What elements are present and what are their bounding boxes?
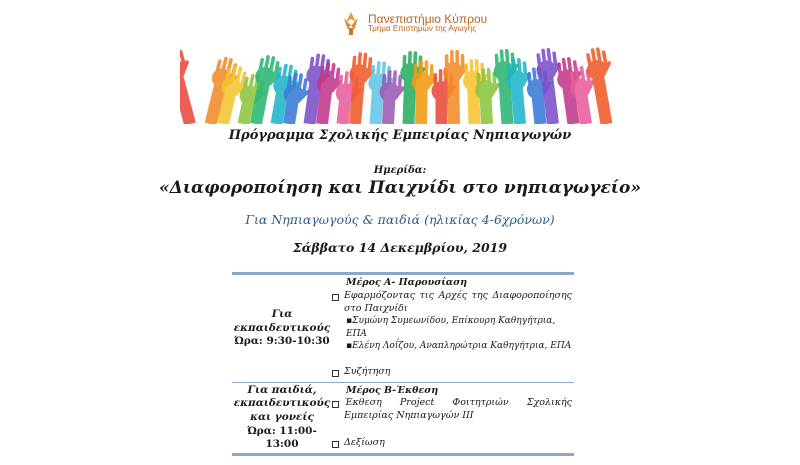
list-item <box>332 290 574 316</box>
schedule-row-part-b <box>232 382 574 453</box>
row-content-cell <box>332 383 574 453</box>
hand-shape <box>180 45 205 124</box>
university-logo <box>340 10 487 36</box>
event-kind: Ημερίδα: <box>373 165 427 176</box>
colorful-hands-illustration <box>180 38 620 124</box>
item-text: Συζήτηση <box>344 365 391 377</box>
audience-label: Για παιδιά, <box>247 383 317 396</box>
part-title: Μέρος Β-Έκθεση <box>346 384 439 396</box>
part-title: Μέρος Α- Παρουσίαση <box>346 277 468 288</box>
program-title: Πρόγραμμα Σχολικής Εμπειρίας Νηπιαγωγών <box>228 128 572 143</box>
university-emblem-icon <box>340 10 362 36</box>
schedule-table <box>232 272 574 456</box>
event-audience: Για Νηπιαγωγούς & παιδιά (ηλικίας 4-6χρόνων) <box>245 212 555 227</box>
audience-label: εκπαιδευτικούς <box>233 321 331 334</box>
list-item <box>332 366 574 379</box>
department-name: Τμήμα Επιστημών της Αγωγής <box>368 24 477 34</box>
schedule-row-part-a <box>232 275 574 382</box>
time-label: Ώρα: 11:00-13:00 <box>247 424 317 451</box>
item-text: Εφαρμόζοντας τις Αρχές της Διαφοροποίησης στο Παιχνίδι <box>344 289 572 314</box>
audience-label: και γονείς <box>250 410 314 423</box>
item-text: Δεξίωση <box>344 437 385 449</box>
time-label: Ώρα: 9:30-10:30 <box>234 335 330 348</box>
speaker-name: Συμώνη Συμεωνίδου, Επίκουρη Καθηγήτρια, ΕΠΑ <box>346 316 556 339</box>
audience-label: Για <box>271 307 293 320</box>
speaker-item: ▪Ελένη Λοΐζου, Αναπληρώτρια Καθηγήτρια, ΕΠΑ <box>346 340 572 351</box>
row-audience-cell <box>232 275 332 382</box>
row-audience-cell <box>232 383 332 453</box>
audience-label: εκπαιδευτικούς <box>233 397 331 410</box>
speaker-item: ▪Συμώνη Συμεωνίδου, Επίκουρη Καθηγήτρια, ΕΠΑ <box>346 316 556 339</box>
row-content-cell <box>332 275 574 382</box>
list-item <box>332 397 574 423</box>
university-name: Πανεπιστήμιο Κύπρου <box>368 11 488 26</box>
speaker-name: Ελένη Λοΐζου, Αναπληρώτρια Καθηγήτρια, ΕΠΑ <box>352 340 572 351</box>
square-bullet-icon <box>332 441 339 448</box>
event-title: «Διαφοροποίηση και Παιχνίδι στο νηπιαγωγείο» <box>159 178 641 198</box>
list-item <box>332 437 574 450</box>
square-bullet-icon <box>332 401 339 408</box>
event-date: Σάββατο 14 Δεκεμβρίου, 2019 <box>292 240 508 255</box>
square-bullet-icon <box>332 370 339 377</box>
square-bullet-icon <box>332 294 339 301</box>
item-text: Έκθεση Project Φοιτητριών Σχολικής Εμπειρίας Νηπιαγωγών ΙΙΙ <box>344 397 572 422</box>
